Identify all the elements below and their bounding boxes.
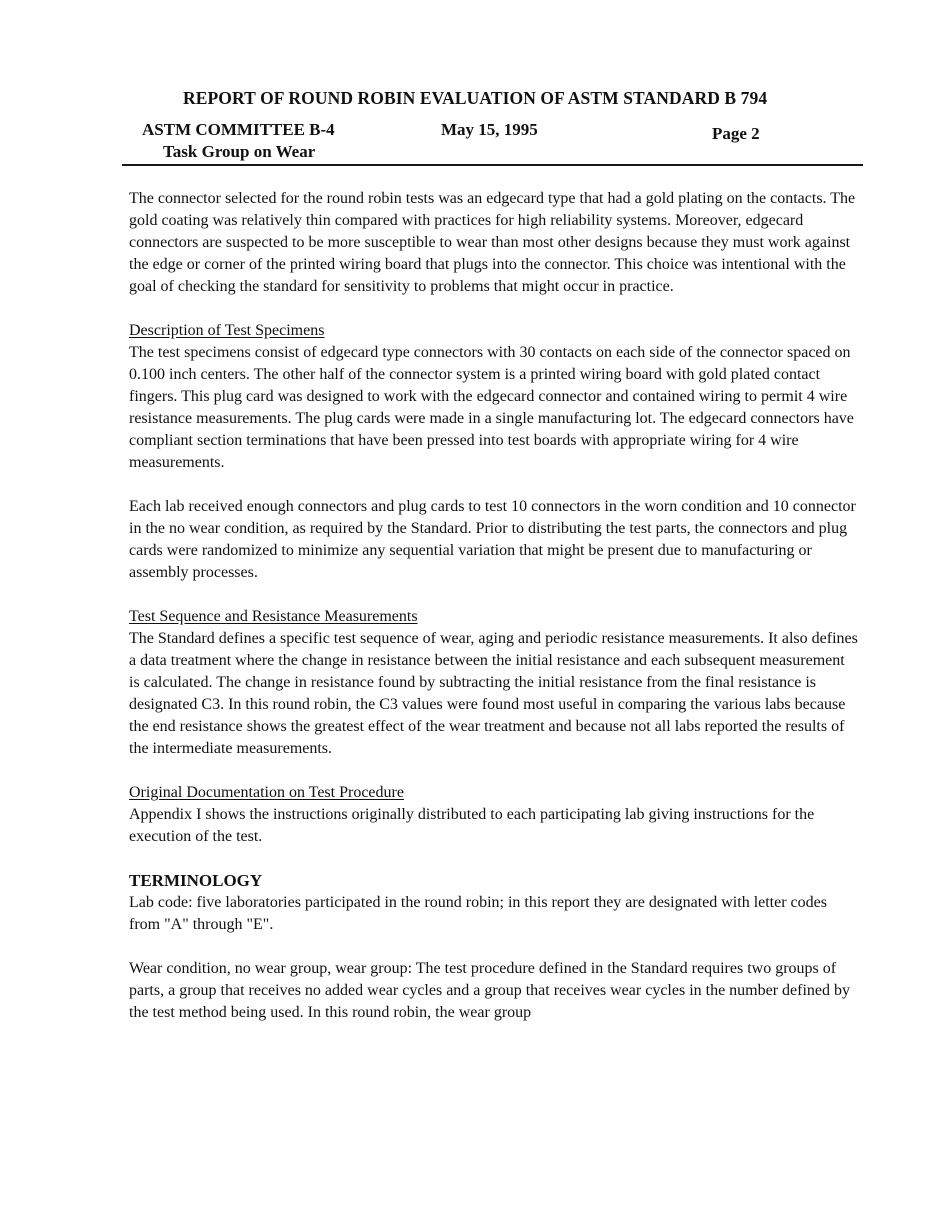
section-heading-terminology: TERMINOLOGY bbox=[129, 871, 263, 890]
task-group-name: Task Group on Wear bbox=[163, 142, 316, 161]
documentation-paragraph: Appendix I shows the instructions originally distributed to each participating lab giving instructions for the execution of the test. bbox=[129, 806, 815, 845]
committee-name: ASTM COMMITTEE B-4 bbox=[142, 120, 335, 139]
header-rule bbox=[122, 164, 863, 166]
wear-condition-paragraph: Wear condition, no wear group, wear group: The test procedure defined in the Standard requires two groups of parts, a group that receives no added wear cycles and a group that receives wear cycles in the number defined by the test method being used. In this round robin, the wear group bbox=[129, 960, 851, 1021]
document-body bbox=[129, 188, 859, 1024]
intro-paragraph: The connector selected for the round robin tests was an edgecard type that had a gold plating on the contacts. The gold coating was relatively thin compared with practices for high reliability systems. Moreover, edgecard connectors are suspected to be more susceptible to wear than most other designs because they must work against the edge or corner of the printed wiring board that plugs into the connector. This choice was intentional with the goal of checking the standard for sensitivity to problems that might occur in practice. bbox=[129, 190, 856, 295]
lab-parts-paragraph: Each lab received enough connectors and plug cards to test 10 connectors in the worn condition and 10 connector in the no wear condition, as required by the Standard. Prior to distributing the test parts, the connectors and plug cards were randomized to minimize any sequential variation that might be present due to manufacturing or assembly processes. bbox=[129, 498, 856, 581]
section-heading-specimens: Description of Test Specimens bbox=[129, 322, 325, 339]
report-date: May 15, 1995 bbox=[441, 120, 538, 139]
report-title: REPORT OF ROUND ROBIN EVALUATION OF ASTM STANDARD B 794 bbox=[183, 88, 768, 108]
section-heading-documentation: Original Documentation on Test Procedure bbox=[129, 784, 404, 801]
lab-code-paragraph: Lab code: five laboratories participated in the round robin; in this report they are designated with letter codes from "A" through "E". bbox=[129, 894, 827, 933]
sequence-paragraph: The Standard defines a specific test sequence of wear, aging and periodic resistance measurements. It also defines a data treatment where the change in resistance between the initial resistance and each subsequent measurement is calculated. The change in resistance found by subtracting the initial resistance from the final resistance is designated C3. In this round robin, the C3 values were found most useful in comparing the various labs because the end resistance shows the greatest effect of the wear treatment and because not all labs reported the results of the intermediate measurements. bbox=[129, 630, 858, 757]
specimens-paragraph: The test specimens consist of edgecard type connectors with 30 contacts on each side of the connector spaced on 0.100 inch centers. The other half of the connector system is a printed wiring board with gold plated contact fingers. This plug card was designed to work with the edgecard connector and contained wiring to permit 4 wire resistance measurements. The plug cards were made in a single manufacturing lot. The edgecard connectors have compliant section terminations that have been pressed into test boards with appropriate wiring for 4 wire measurements. bbox=[129, 344, 854, 471]
page-number: Page 2 bbox=[712, 124, 760, 143]
section-heading-sequence: Test Sequence and Resistance Measurements bbox=[129, 608, 418, 625]
